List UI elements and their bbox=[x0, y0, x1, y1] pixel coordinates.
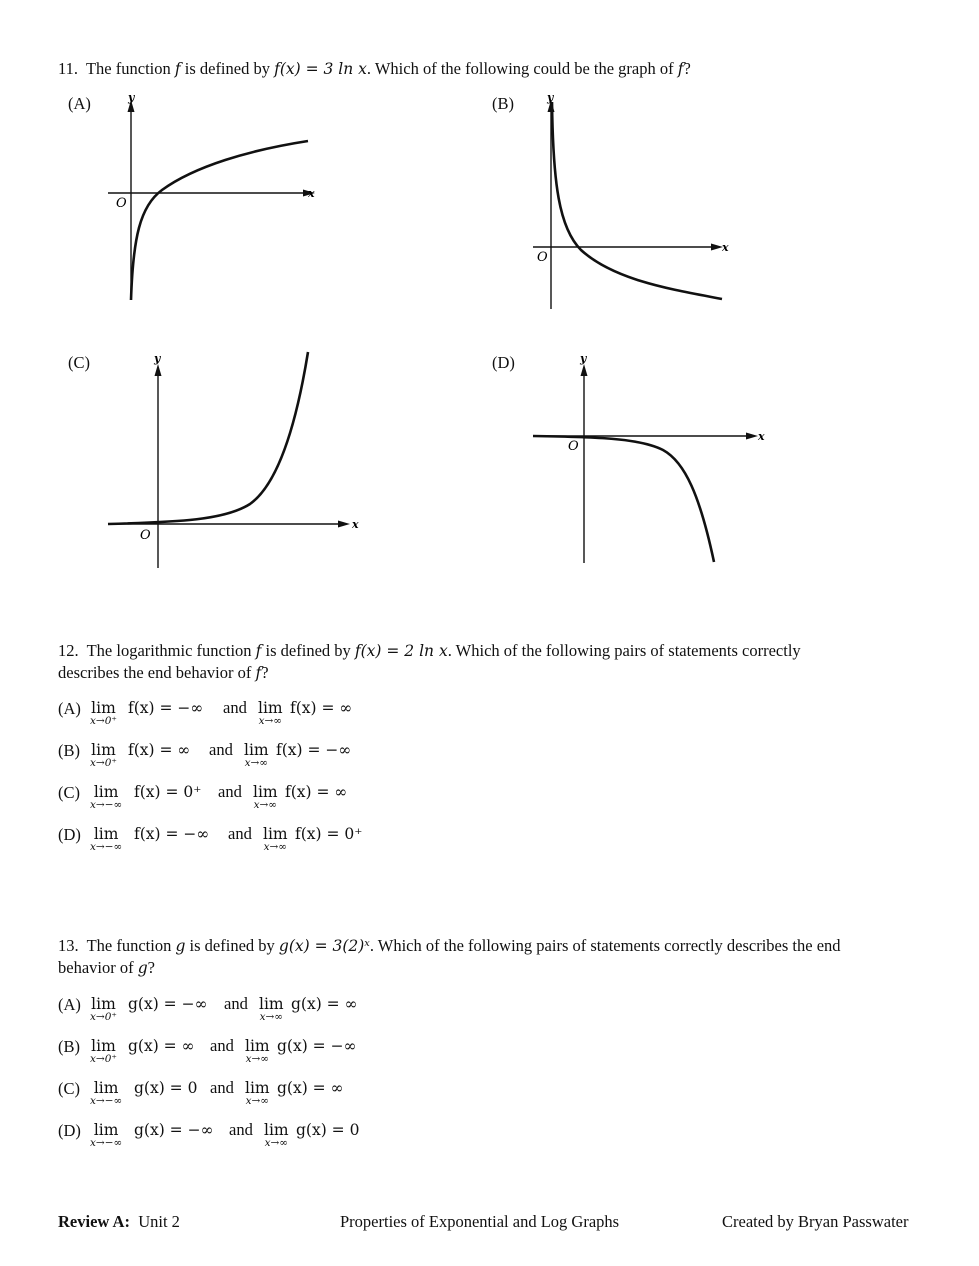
q11-option-b-label: (B) bbox=[492, 94, 514, 113]
footer-center: Properties of Exponential and Log Graphs bbox=[340, 1212, 620, 1231]
q11-option-d-label: (D) bbox=[492, 353, 515, 372]
origin-label: O bbox=[537, 250, 548, 265]
footer-unit: Unit 2 bbox=[138, 1212, 180, 1231]
x-axis-label: x bbox=[722, 241, 729, 254]
y-axis-label: y bbox=[128, 91, 135, 104]
q11-graph-a bbox=[100, 88, 330, 308]
q11-definition: f(x) = 3 ln x bbox=[274, 60, 367, 78]
q13-prompt: 13. The function g is defined by g(x) = 3(2)ˣ. Which of the following pairs of statements correctly describes the end behavior of g? bbox=[58, 936, 841, 977]
curve bbox=[108, 352, 308, 524]
curve bbox=[533, 436, 714, 562]
origin-label: O bbox=[568, 439, 579, 454]
curve bbox=[552, 102, 722, 299]
q13-definition: g(x) = 3(2)ˣ bbox=[278, 937, 370, 955]
footer-left bbox=[58, 1212, 180, 1232]
y-axis-label: y bbox=[580, 352, 587, 365]
x-axis-label: x bbox=[758, 430, 765, 443]
q11-prompt: 11. The function f is defined by f(x) = 3 ln x. Which of the following could be the graph of f? bbox=[58, 59, 691, 78]
x-axis-arrow bbox=[338, 521, 350, 528]
curve bbox=[131, 141, 308, 300]
origin-label: O bbox=[140, 528, 151, 543]
q11-option-c-label: (C) bbox=[68, 353, 90, 372]
q12-number: 12. bbox=[58, 641, 79, 660]
footer-right: Created by Bryan Passwater bbox=[722, 1212, 909, 1231]
y-axis-arrow bbox=[581, 364, 588, 376]
y-axis-label: y bbox=[154, 352, 161, 365]
q12-prompt: 12. The logarithmic function f is defined by f(x) = 2 ln x. Which of the following pairs of statements correctly describes the end behavior of f? bbox=[58, 641, 801, 682]
q11-option-a-label: (A) bbox=[68, 94, 91, 113]
x-axis-label: x bbox=[308, 187, 315, 200]
q11-number: 11. bbox=[58, 59, 79, 78]
y-axis-arrow bbox=[155, 364, 162, 376]
footer-review-label: Review A: bbox=[58, 1212, 130, 1231]
q11-graph-c bbox=[100, 346, 370, 576]
x-axis-arrow bbox=[746, 433, 758, 440]
y-axis-label: y bbox=[547, 91, 554, 104]
x-axis-label: x bbox=[352, 518, 359, 531]
q11-graph-d bbox=[525, 346, 785, 576]
q13-number: 13. bbox=[58, 936, 79, 955]
origin-label: O bbox=[116, 196, 127, 211]
q12-definition: f(x) = 2 ln x bbox=[354, 642, 448, 660]
q11-graph-b bbox=[525, 88, 755, 318]
